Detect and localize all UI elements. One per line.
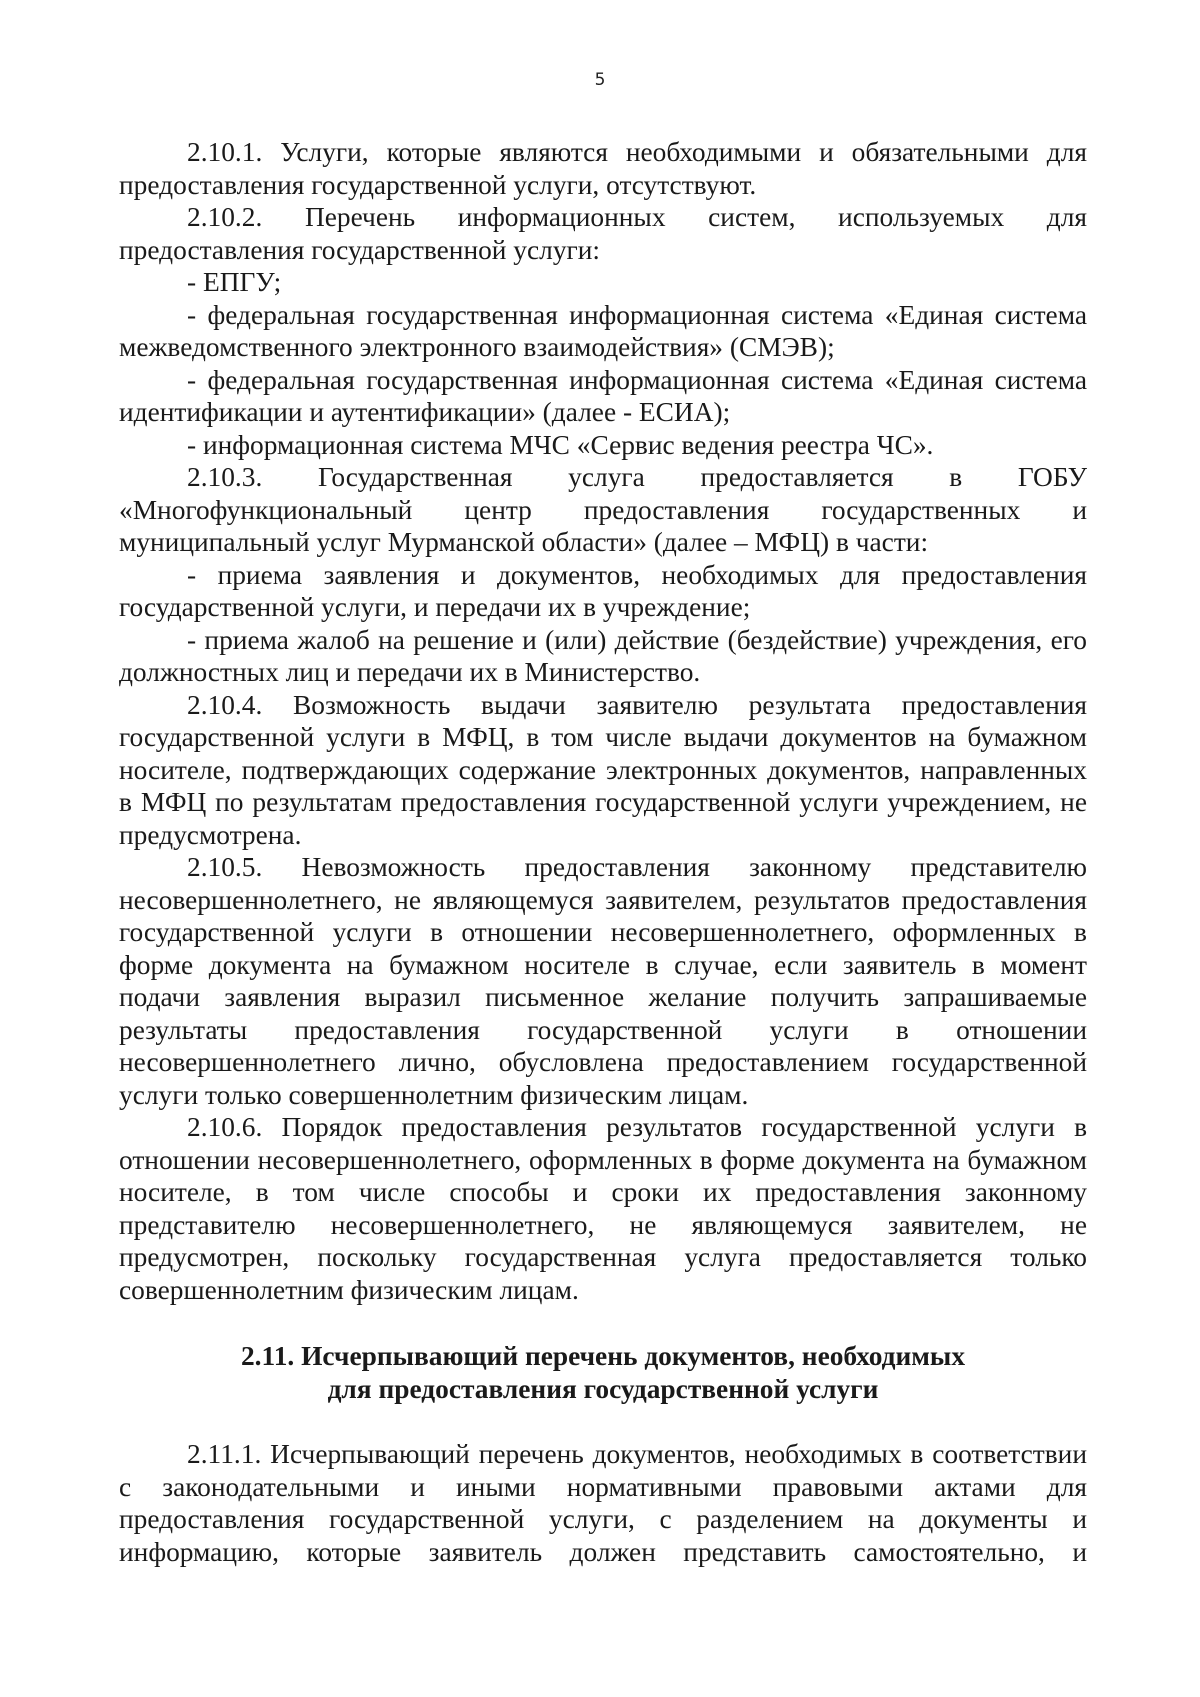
- page-number: 5: [594, 70, 606, 90]
- list-item-priema-zayavleniya: - приема заявления и документов, необходимых для предоставления государственной услуги, и передачи их в учреждение;: [119, 559, 1087, 622]
- list-item-epgu: - ЕПГУ;: [187, 267, 282, 297]
- list-item-mchs: - информационная система МЧС «Сервис ведения реестра ЧС».: [187, 429, 934, 460]
- section-heading-line-1: 2.11. Исчерпывающий перечень документов, необходимых: [240, 1341, 966, 1371]
- paragraph-2-10-6: 2.10.6. Порядок предоставления результатов государственной услуги в отношении несовершеннолетнего, оформленных в форме документа на бумажном носителе, в том числе способы и сроки их предоставления законному представителю несовершеннолетнего, не являющемуся заявителем, не предусмотрен, поскольку государственная услуга предоставляется только совершеннолетним физическим лицам.: [119, 1112, 1087, 1305]
- section-heading-line-2: для предоставления государственной услуги: [327, 1373, 879, 1404]
- paragraph-2-10-3: 2.10.3. Государственная услуга предоставляется в ГОБУ «Многофункциональный центр предоставления государственных и муниципальный услуг Мурманской области» (далее – МФЦ) в части:: [119, 462, 1087, 557]
- paragraph-2-11-1: 2.11.1. Исчерпывающий перечень документов, необходимых в соответствии с законодательными и иными нормативными правовыми актами для предоставления государственной услуги, с разделением на документы и информацию, которые заявитель должен представить самостоятельно, и: [119, 1439, 1087, 1567]
- list-item-esia: - федеральная государственная информационная система «Единая система идентификации и аутентификации» (далее - ЕСИА);: [119, 364, 1087, 427]
- list-item-priema-zhalob: - приема жалоб на решение и (или) действие (бездействие) учреждения, его должностных лиц и передачи их в Министерство.: [119, 624, 1087, 687]
- document-body: [119, 136, 1087, 1568]
- section-heading-2-11: [119, 1340, 1087, 1405]
- paragraph-2-10-2: 2.10.2. Перечень информационных систем, используемых для предоставления государственной услуги:: [119, 202, 1087, 265]
- paragraph-2-10-4: 2.10.4. Возможность выдачи заявителю результата предоставления государственной услуги в МФЦ, в том числе выдачи документов на бумажном носителе, подтверждающих содержание электронных документов, направленных в МФЦ по результатам предоставления государственной услуги учреждением, не предусмотрена.: [119, 689, 1087, 850]
- paragraph-2-10-5: 2.10.5. Невозможность предоставления законному представителю несовершеннолетнего, не являющемуся заявителем, результатов предоставления государственной услуги в отношении несовершеннолетнего, оформленных в форме документа на бумажном носителе в случае, если заявитель в момент подачи заявления выразил письменное желание получить запрашиваемые результаты предоставления государственной услуги в отношении несовершеннолетнего лично, обусловлена предоставлением государственной услуги только совершеннолетним физическим лицам.: [119, 852, 1087, 1110]
- paragraph-2-10-1: 2.10.1. Услуги, которые являются необходимыми и обязательными для предоставления государственной услуги, отсутствуют.: [119, 137, 1087, 200]
- list-item-smev: - федеральная государственная информационная система «Единая система межведомственного электронного взаимодействия» (СМЭВ);: [119, 299, 1087, 362]
